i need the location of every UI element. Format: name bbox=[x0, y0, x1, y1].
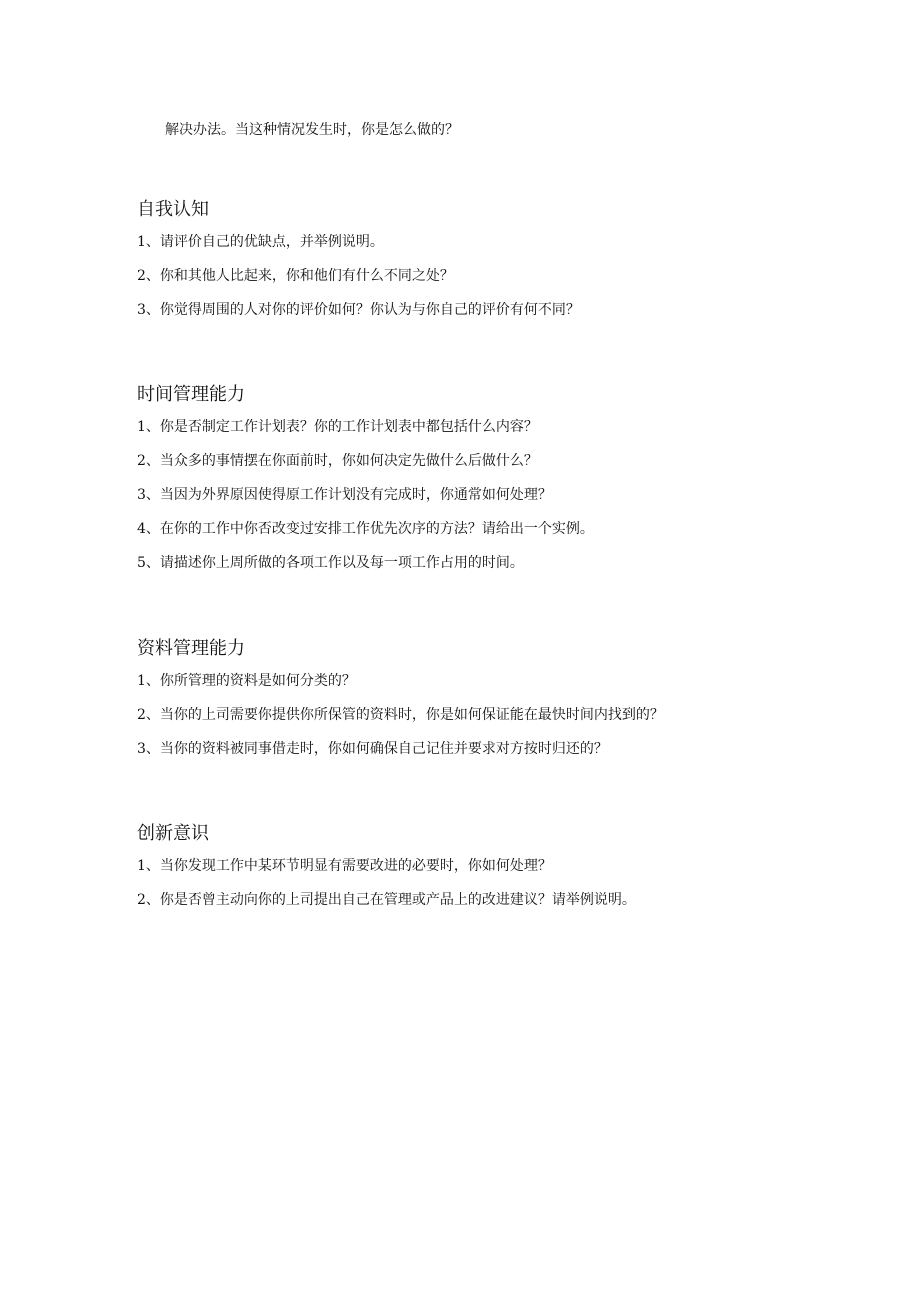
question-item: 4、在你的工作中你否改变过安排工作优先次序的方法？请给出一个实例。 bbox=[137, 521, 594, 537]
question-item: 2、当你的上司需要你提供你所保管的资料时，你是如何保证能在最快时间内找到的？ bbox=[137, 707, 664, 723]
section-heading: 时间管理能力 bbox=[137, 384, 245, 405]
question-item: 2、当众多的事情摆在你面前时，你如何决定先做什么后做什么？ bbox=[137, 453, 538, 469]
question-item: 1、请评价自己的优缺点，并举例说明。 bbox=[137, 234, 384, 250]
section-time-management bbox=[137, 383, 857, 587]
section-data-management bbox=[137, 637, 857, 773]
question-item: 3、当你的资料被同事借走时，你如何确保自己记住并要求对方按时归还的？ bbox=[137, 741, 608, 757]
section-innovation bbox=[137, 822, 857, 924]
section-heading: 自我认知 bbox=[137, 199, 209, 220]
question-item: 2、你是否曾主动向你的上司提出自己在管理或产品上的改进建议？请举例说明。 bbox=[137, 892, 636, 908]
question-item: 5、请描述你上周所做的各项工作以及每一项工作占用的时间。 bbox=[137, 555, 524, 571]
question-item: 1、你所管理的资料是如何分类的？ bbox=[137, 673, 356, 689]
continuation-text: 解决办法。当这种情况发生时，你是怎么做的？ bbox=[165, 122, 459, 138]
section-heading: 创新意识 bbox=[137, 823, 209, 844]
question-item: 2、你和其他人比起来，你和他们有什么不同之处？ bbox=[137, 268, 454, 284]
section-self-awareness bbox=[137, 198, 857, 334]
section-heading: 资料管理能力 bbox=[137, 638, 245, 659]
question-item: 1、你是否制定工作计划表？你的工作计划表中都包括什么内容？ bbox=[137, 419, 538, 435]
question-item: 1、当你发现工作中某环节明显有需要改进的必要时，你如何处理？ bbox=[137, 858, 552, 874]
question-item: 3、你觉得周围的人对你的评价如何？你认为与你自己的评价有何不同？ bbox=[137, 302, 580, 318]
question-item: 3、当因为外界原因使得原工作计划没有完成时，你通常如何处理？ bbox=[137, 487, 552, 503]
